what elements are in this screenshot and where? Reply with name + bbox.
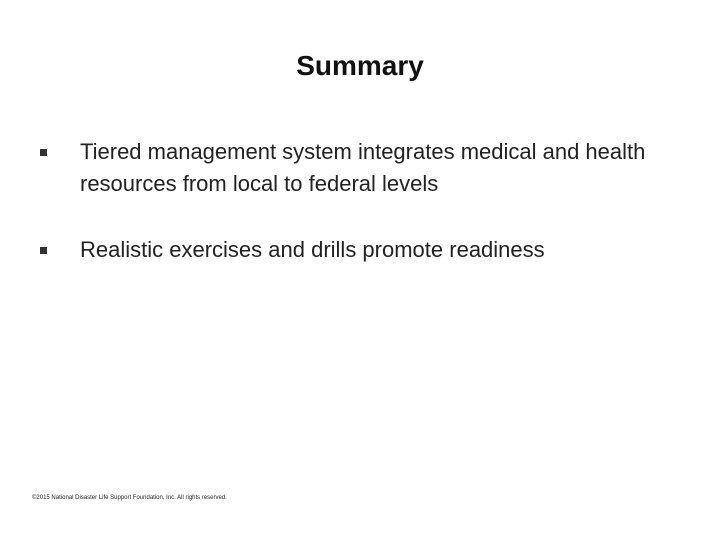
square-bullet-icon bbox=[40, 247, 47, 254]
bullet-text: Tiered management system integrates medical and health resources from local to federal levels bbox=[80, 139, 646, 196]
bullet-list bbox=[40, 136, 680, 266]
bullet-item bbox=[40, 136, 680, 200]
copyright-footer: ©2015 National Disaster Life Support Foundation, Inc. All rights reserved. bbox=[32, 495, 227, 501]
slide-title bbox=[0, 50, 720, 82]
bullet-text: Realistic exercises and drills promote readiness bbox=[80, 237, 545, 262]
square-bullet-icon bbox=[40, 149, 47, 156]
slide-title-text: Summary bbox=[296, 50, 424, 81]
bullet-item bbox=[40, 234, 680, 266]
